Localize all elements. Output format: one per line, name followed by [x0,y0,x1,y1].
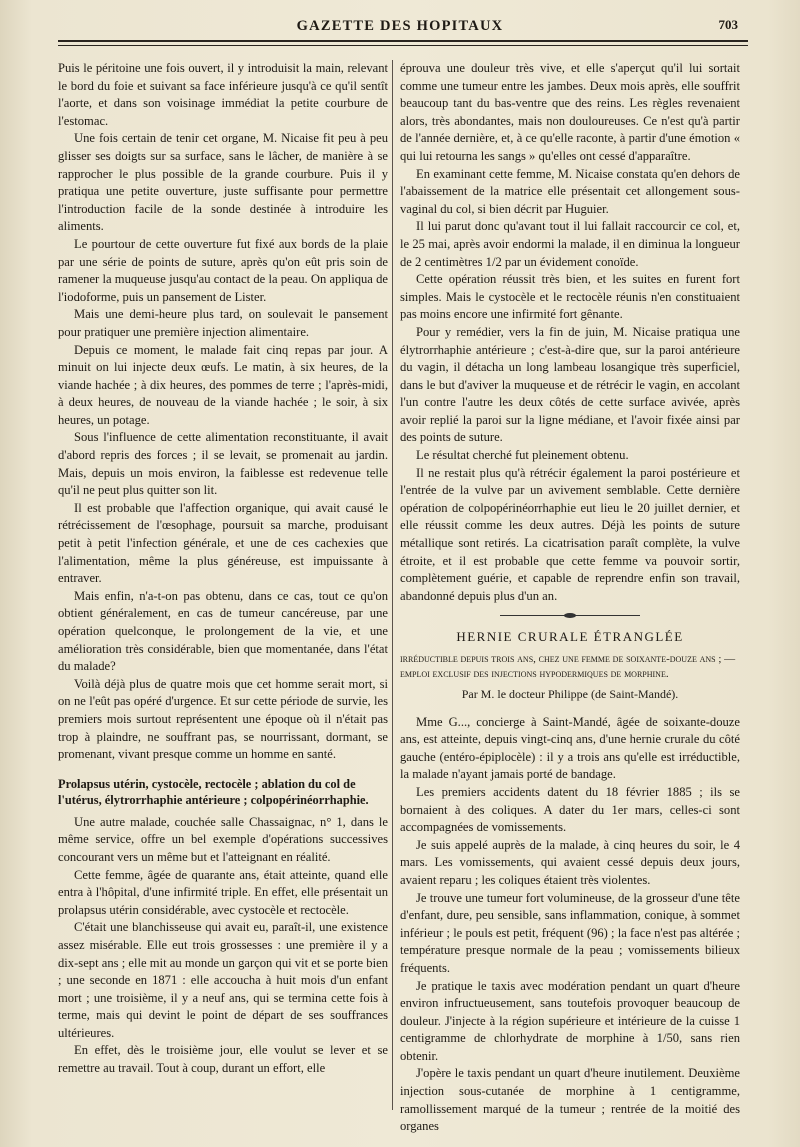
paragraph: J'opère le taxis pendant un quart d'heure inutilement. Deuxième injection sous-cutanée de morphine à 1 centigramme, ramollissement marqué de la tumeur ; rentrée de la moitié des organes [400,1066,740,1134]
paragraph: Il lui parut donc qu'avant tout il lui fallait raccourcir ce col, et, le 25 mai, après avoir endormi la malade, il en diminua la longueur de 2 centimètres 1/2 par un évidement conoïde. [400,219,740,269]
paragraph: éprouva une douleur très vive, et elle s'aperçut qu'il lui sortait comme une tumeur entre les jambes. Deux mois après, elle souffrit beaucoup tant du bas-ventre que des reins. Les règles revenaient alors, très abondantes, mais non douloureuses. Ce n'est qu'à partir de l'année dernière, et, à ce qu'elle raconte, à partir d'une émotion « qui lui retourna les sangs » qu'elles ont cessé d'apparaître. [400,61,740,163]
page-number: 703 [718,17,738,32]
paragraph: Cette opération réussit très bien, et les suites en furent fort simples. Mais le cystocèle et le rectocèle réunis n'en constituaient pas moins encore une infirmité fort gênante. [400,272,740,322]
header-rule [58,40,748,42]
paragraph: Puis le péritoine une fois ouvert, il y introduisit la main, relevant le bord du foie et suivant sa face inférieure jusqu'à ce qu'il sentît l'aorte, et dans son voisinage immédiat la petite courbure de l'estomac. [58,61,388,128]
paragraph: Les premiers accidents datent du 18 février 1885 ; ils se bornaient à des coliques. A dater du 1er mars, celles-ci sont accompagnées de vomissements. [400,784,740,835]
paragraph: Mais enfin, n'a-t-on pas obtenu, dans ce cas, tout ce qu'on obtient généralement, en cas de tumeur cancéreuse, par une opération quelconque, le prolongement de la vie, et une amélioration très considérable, bien que momentanée, dans l'état du malade? [58,588,388,674]
header-rule-secondary [58,45,748,46]
paragraph: Cette femme, âgée de quarante ans, était atteinte, quand elle entra à l'hôpital, d'une infirmité triple. En effet, elle présentait un prolapsus utérin considérable, avec cystocèle et rectocèle. [58,867,388,917]
paragraph: Mme G..., concierge à Saint-Mandé, âgée de soixante-douze ans, est atteinte, depuis vingt-cinq ans, d'une hernie crurale du côté gauche (entéro-épiplocèle) : il y a trois ans qu'elle est irréductible, la malade n'ayant jamais porté de bandage. [400,714,740,782]
paragraph: Une fois certain de tenir cet organe, M. Nicaise fit peu à peu glisser ses doigts sur sa surface, sans le lâcher, de manière à se rapprocher le plus possible de la grande courbure. Puis il y pratiqua une petite ouverture, juste suffisante pour permettre l'introduction facile de la sonde destinée à introduire les aliments. [58,131,388,234]
paragraph: Depuis ce moment, le malade fait cinq repas par jour. A minuit on lui injecte deux œufs. Le matin, à six heures, de la viande hachée ; à dix heures, des pommes de terre ; l'après-midi, à deux heures, de nouveau de la viande hachée ; le soir, à six heures, un potage. [58,342,388,427]
paragraph: Le résultat cherché fut pleinement obtenu. [416,448,629,463]
paragraph: C'était une blanchisseuse qui avait eu, paraît-il, une existence assez misérable. Elle eut trois grossesses : une première il y a dix-sept ans ; elle mit au monde un garçon qui vit et se porte bien ; une seconde en 1871 : elle accoucha à huit mois d'un enfant mort ; une troisième, il y a neuf ans, qui se termina cette fois à terme, mais qui devint le point de départ de ses souffrances ultérieures. [58,920,388,1040]
paragraph: Le pourtour de cette ouverture fut fixé aux bords de la plaie par une série de points de suture, après qu'on eût pris soin de ramener la muqueuse jusqu'au contact de la peau. On appliqua de l'iodoforme, puis un pansement de Lister. [58,236,388,304]
paragraph: Je trouve une tumeur fort volumineuse, de la grosseur d'une tête d'enfant, dure, peu sensible, sans inflammation, conique, à sommet inférieur ; le pouls est petit, fréquent (96) ; la face n'est pas altérée ; température presque normale de la peau ; vomissements bilieux fréquents. [400,890,740,975]
paragraph: Je suis appelé auprès de la malade, à cinq heures du soir, le 4 mars. Les vomissements, qui avaient cessé depuis deux jours, avaient reparu ; les coliques étaient très violentes. [400,837,740,887]
article-subtitle: irréductible depuis trois ans, chez une femme de soixante-douze ans ; — emploi exclusif des injections hypodermiques de morphine. [400,653,736,680]
paragraph: Pour y remédier, vers la fin de juin, M. Nicaise pratiqua une élytrorrhaphie antérieure ; c'est-à-dire que, sur la paroi antérieure du vagin, il détacha un long lambeau losangique très superficiel, dans le but d'aviver la muqueuse et de rétrécir le vagin, en accolant l'un contre l'autre les deux côtés de cette surface avivée, après avoir replié la paroi sur la ligne médiane, et l'avoir fixée ainsi par des points de suture. [400,324,740,445]
article-byline: Par M. le docteur Philippe (de Saint-Mandé). [461,687,679,701]
paragraph: Sous l'influence de cette alimentation reconstituante, il avait d'abord repris des forces ; il se levait, se promenait au jardin. Mais, depuis un mois environ, la faiblesse est redevenue telle qu'il ne peut plus quitter son lit. [58,430,388,498]
paragraph: En effet, dès le troisième jour, elle voulut se lever et se remettre au travail. Tout à coup, durant un effort, elle [58,1043,388,1076]
article-title: HERNIE CRURALE ÉTRANGLÉE [456,629,684,645]
right-column [400,60,740,1136]
paragraph: Voilà déjà plus de quatre mois que cet homme serait mort, si on ne l'eût pas opéré d'urgence. Et sur cette période de survie, les premiers mois surtout représentent une époque où il n'était pas trop à plaindre, ne souffrant pas, se nourrissant, dormant, se promenant, vivant presque comme un homme en santé. [58,676,388,762]
paragraph: Il ne restait plus qu'à rétrécir également la paroi postérieure et l'entrée de la vulve par un avivement semblable. Cette dernière opération de colpopérinéorrhaphie eut lieu le 20 juillet dernier, et elle réussit comme les deux autres. Déjà les points de suture métallique sont retirés. La cicatrisation paraît complète, la vulve étroite, et il est probable que cette femme va pouvoir sortir, complètement guérie, et capable de reprendre enfin son travail, abandonné depuis plus d'un an. [400,465,740,603]
section-title: Prolapsus utérin, cystocèle, rectocèle ; ablation du col de l'utérus, élytrorrhaphie antérieure ; colpopérinéorrhaphie. [58,776,369,807]
paragraph: Mais une demi-heure plus tard, on soulevait le pansement pour pratiquer une première injection alimentaire. [58,307,388,339]
ornamental-divider [500,615,640,616]
paragraph: Une autre malade, couchée salle Chassaignac, n° 1, dans le même service, offre un bel exemple d'opérations successives concourant vers un même but et l'atteignant en réalité. [58,814,388,864]
page-header-title: GAZETTE DES HOPITAUX [296,18,504,34]
column-divider [392,60,393,1110]
paragraph: En examinant cette femme, M. Nicaise constata qu'en dehors de l'abaissement de la matrice elle présentait cet allongement sous-vaginal du col, si bien décrit par Huguier. [400,166,740,216]
paragraph: Je pratique le taxis avec modération pendant un quart d'heure environ infructueusement, sans toutefois provoquer beaucoup de douleur. J'injecte à la région supérieure et intérieure de la cuisse 1 centigramme de chlorhydrate de morphine à 1/50, sans rien obtenir. [400,978,740,1063]
paragraph: Il est probable que l'affection organique, qui avait causé le rétrécissement de l'œsophage, poursuit sa marche, produisant petit à petit l'infection générale, et une de ces cachexies que l'alimentation, même la plus généreuse, est impuissante à entraver. [58,500,388,586]
left-column [58,60,388,1078]
